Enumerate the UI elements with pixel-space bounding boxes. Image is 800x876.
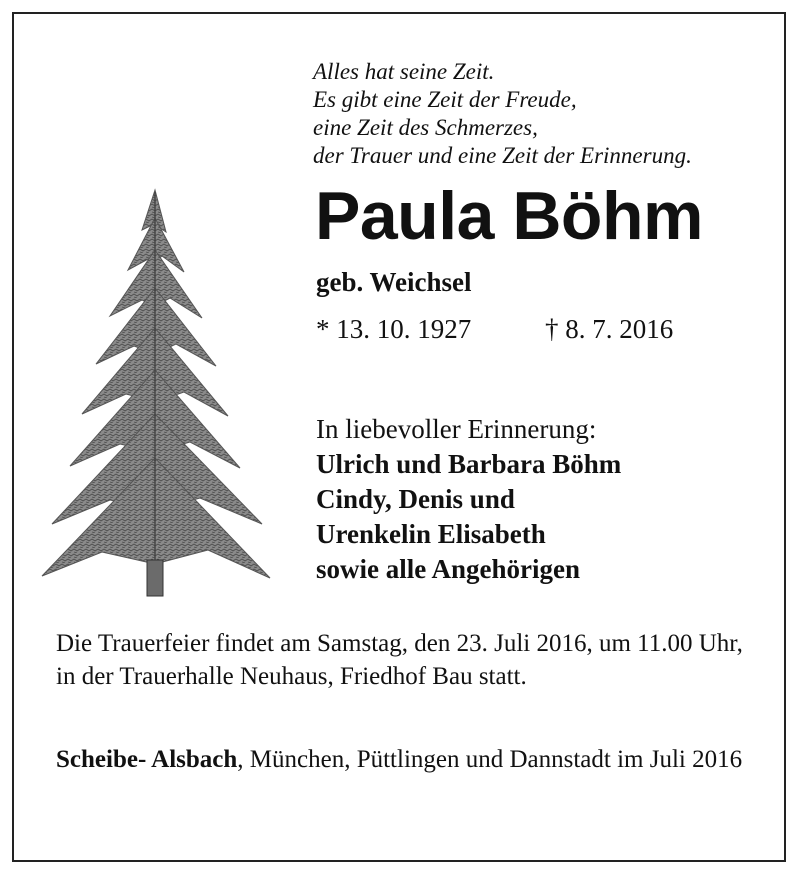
mourners-block: [316, 412, 621, 587]
place-highlight: Scheibe- Alsbach: [56, 746, 238, 773]
mourner-line: Cindy, Denis und: [316, 484, 515, 514]
place-date-line: [56, 743, 766, 776]
birth-date: * 13. 10. 1927: [316, 314, 472, 344]
mourner-line: Ulrich und Barbara Böhm: [316, 449, 622, 479]
maiden-name: geb. Weichsel: [316, 267, 472, 297]
fir-tree-icon: [38, 188, 272, 598]
death-date: † 8. 7. 2016: [545, 314, 674, 344]
poem-line: eine Zeit des Schmerzes,: [313, 115, 538, 140]
place-list: , München, Püttlingen und Dannstadt im Juli 2016: [237, 746, 743, 773]
poem: [313, 58, 773, 170]
memory-heading: In liebevoller Erinnerung:: [316, 414, 597, 444]
mourner-line: sowie alle Angehörigen: [316, 554, 580, 584]
poem-line: Es gibt eine Zeit der Freude,: [313, 87, 577, 112]
funeral-info: Die Trauerfeier findet am Samstag, den 23. Juli 2016, um 11.00 Uhr, in der Trauerhalle Neuhaus, Friedhof Bau statt.: [56, 630, 743, 690]
deceased-name: Paula Böhm: [315, 178, 703, 254]
poem-line: Alles hat seine Zeit.: [313, 59, 495, 84]
poem-line: der Trauer und eine Zeit der Erinnerung.: [313, 143, 692, 168]
mourner-line: Urenkelin Elisabeth: [316, 519, 546, 549]
